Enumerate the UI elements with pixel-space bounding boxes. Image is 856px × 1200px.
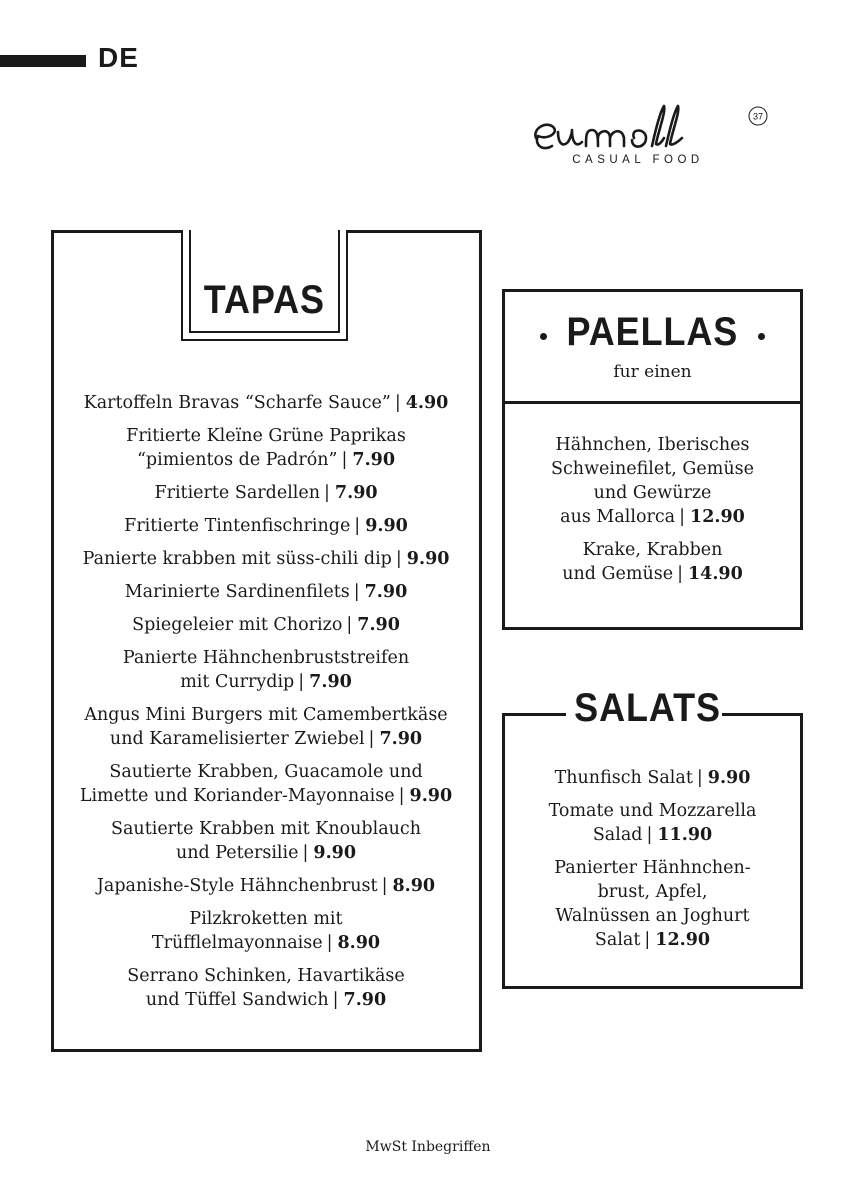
menu-item-name: Spiegeleier mit Chorizo xyxy=(132,615,343,635)
tapas-list xyxy=(55,391,477,1021)
menu-item-name: Marinierte Sardinenfilets xyxy=(124,582,350,602)
menu-item xyxy=(502,766,803,790)
menu-item xyxy=(55,481,477,505)
language-bar xyxy=(0,55,86,67)
menu-item-price: 12.90 xyxy=(655,930,711,950)
menu-item-price: 4.90 xyxy=(405,393,449,413)
menu-item-name: und Karamelisierter Zwiebel xyxy=(109,729,365,749)
menu-item xyxy=(502,856,803,952)
menu-item-name: Hähnchen, Iberisches xyxy=(555,435,750,455)
menu-item-name: Serrano Schinken, Havartikäse xyxy=(127,966,405,986)
tapas-title: TAPAS xyxy=(203,278,326,322)
menu-item-price: 9.90 xyxy=(707,768,751,788)
price-separator: | xyxy=(346,615,353,635)
menu-item-name: Krake, Krabben xyxy=(582,540,723,560)
menu-item xyxy=(55,424,477,472)
menu-item-name: Fritierte Sardellen xyxy=(154,483,321,503)
menu-item-name: Schweinefilet, Gemüse xyxy=(551,459,754,479)
price-separator: | xyxy=(354,516,361,536)
menu-item xyxy=(55,874,477,898)
menu-item-name: Pilzkroketten mit xyxy=(189,909,343,929)
salats-title: SALATS xyxy=(574,686,721,730)
paellas-title: PAELLAS xyxy=(566,310,739,354)
price-separator: | xyxy=(368,729,375,749)
menu-item-name: Fritierte Kleïne Grüne Paprikas xyxy=(126,426,406,446)
menu-item-price: 7.90 xyxy=(352,450,396,470)
menu-item xyxy=(55,547,477,571)
menu-item-name: Japanishe-Style Hähnchenbrust xyxy=(96,876,378,896)
price-separator: | xyxy=(302,843,309,863)
price-separator: | xyxy=(394,393,401,413)
menu-item xyxy=(55,646,477,694)
menu-item xyxy=(55,964,477,1012)
bullet-dot xyxy=(758,333,765,340)
menu-item-price: 14.90 xyxy=(687,564,743,584)
menu-item-name: aus Mallorca xyxy=(560,507,676,527)
menu-item-name: Salat xyxy=(594,930,641,950)
paellas-list xyxy=(502,433,803,595)
bullet-dot xyxy=(540,333,547,340)
price-separator: | xyxy=(679,507,686,527)
menu-item xyxy=(502,433,803,529)
menu-item-price: 9.90 xyxy=(365,516,408,536)
menu-item-name: Kartoffeln Bravas “Scharfe Sauce” xyxy=(83,393,391,413)
menu-item xyxy=(502,799,803,847)
menu-item xyxy=(55,580,477,604)
menu-item-name: Angus Mini Burgers mit Camembertkäse xyxy=(84,705,448,725)
menu-item-name: und Gemüse xyxy=(562,564,674,584)
menu-item-name: Tomate und Mozzarella xyxy=(548,801,757,821)
menu-item-name: Sautierte Krabben, Guacamole und xyxy=(109,762,423,782)
menu-item-price: 7.90 xyxy=(334,483,378,503)
menu-item xyxy=(502,538,803,586)
menu-item-name: Panierte Hähnchenbruststreifen xyxy=(122,648,410,668)
price-separator: | xyxy=(381,876,388,896)
logo-badge: 37 xyxy=(752,111,764,122)
menu-item-name: Salad xyxy=(592,825,643,845)
menu-item-price: 7.90 xyxy=(309,672,352,692)
menu-item-name: Trüfflelmayonnaise xyxy=(151,933,323,953)
menu-item-price: 9.90 xyxy=(313,843,357,863)
language-label: DE xyxy=(98,42,139,73)
price-separator: | xyxy=(332,990,339,1010)
logo-tagline: CASUAL FOOD xyxy=(572,154,704,166)
footer-note: MwSt Inbegriffen xyxy=(365,1139,491,1155)
menu-item xyxy=(55,391,477,415)
menu-item-price: 7.90 xyxy=(364,582,408,602)
price-separator: | xyxy=(353,582,360,602)
menu-item-name: Panierter Hänhnchen- xyxy=(554,858,751,878)
menu-item-name: Limette und Koriander-Mayonnaise xyxy=(79,786,395,806)
menu-item-name: Fritierte Tintenfischringe xyxy=(124,516,351,536)
price-separator: | xyxy=(324,483,330,503)
menu-item xyxy=(55,514,477,538)
menu-item-name: brust, Apfel, xyxy=(597,882,708,902)
menu-item-name: und Petersilie xyxy=(175,843,299,863)
paellas-divider xyxy=(502,401,803,404)
menu-item-name: mit Currydip xyxy=(180,672,295,692)
menu-item-name: und Tüffel Sandwich xyxy=(145,990,329,1010)
menu-item-name: “pimientos de Padrón” xyxy=(136,450,338,470)
menu-item-name: Sautierte Krabben mit Knoublauch xyxy=(111,819,421,839)
price-separator: | xyxy=(644,930,651,950)
menu-item-price: 7.90 xyxy=(357,615,400,635)
menu-item-price: 8.90 xyxy=(392,876,436,896)
menu-item-price: 11.90 xyxy=(657,825,713,845)
menu-item-name: und Gewürze xyxy=(593,483,712,503)
price-separator: | xyxy=(677,564,683,584)
price-separator: | xyxy=(341,450,348,470)
menu-item-price: 9.90 xyxy=(409,786,453,806)
salats-list xyxy=(502,766,803,961)
price-separator: | xyxy=(696,768,703,788)
menu-item xyxy=(55,817,477,865)
menu-item xyxy=(55,703,477,751)
price-separator: | xyxy=(646,825,653,845)
menu-item-price: 9.90 xyxy=(406,549,450,569)
price-separator: | xyxy=(326,933,333,953)
menu-item-name: Thunfisch Salat xyxy=(554,768,693,788)
menu-item-price: 7.90 xyxy=(343,990,387,1010)
price-separator: | xyxy=(298,672,305,692)
menu-item xyxy=(55,760,477,808)
menu-item xyxy=(55,613,477,637)
menu-item xyxy=(55,907,477,955)
menu-item-name: Walnüssen an Joghurt xyxy=(555,906,750,926)
price-separator: | xyxy=(398,786,405,806)
menu-item-price: 7.90 xyxy=(379,729,423,749)
menu-item-name: Panierte krabben mit süss-chili dip xyxy=(82,549,392,569)
paellas-subtitle: fur einen xyxy=(613,362,692,382)
price-separator: | xyxy=(395,549,402,569)
menu-item-price: 12.90 xyxy=(690,507,745,527)
menu-item-price: 8.90 xyxy=(337,933,381,953)
